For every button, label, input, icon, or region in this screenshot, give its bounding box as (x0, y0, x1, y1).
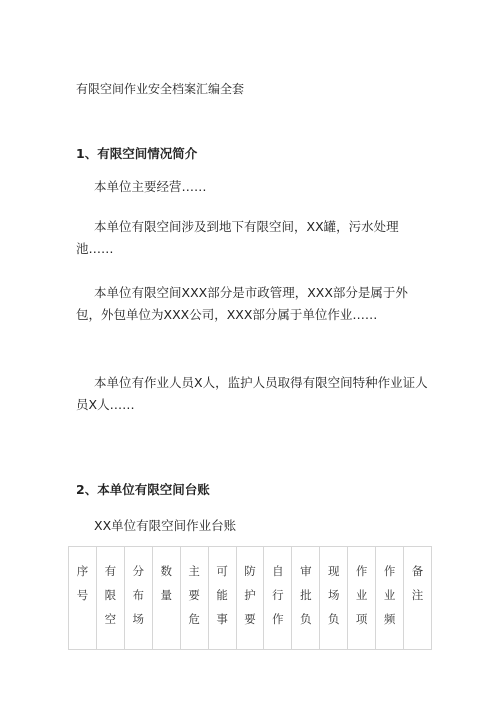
section-1-paragraph-1: 本单位主要经营…… (94, 179, 207, 194)
ledger-table-title: XX单位有限空间作业台账 (94, 518, 237, 533)
ledger-header-cell: 备 注 (404, 547, 432, 650)
ledger-header-cell: 作 业 频 (376, 547, 404, 650)
section-1-paragraph-4: 本单位有作业人员X人，监护人员取得有限空间特种作业证人员X人…… (76, 375, 428, 412)
document-title: 有限空间作业安全档案汇编全套 (76, 82, 245, 96)
ledger-header-cell: 作 业 项 (348, 547, 376, 650)
ledger-header-cell: 可 能 事 (208, 547, 236, 650)
section-1-heading: 1、有限空间情况简介 (76, 146, 198, 161)
ledger-header-cell: 有 限 空 (96, 547, 124, 650)
section-2-heading: 2、本单位有限空间台账 (76, 482, 210, 497)
ledger-header-cell: 序 号 (69, 547, 97, 650)
section-1-paragraph-2: 本单位有限空间涉及到地下有限空间，XX罐，污水处理池…… (76, 219, 399, 256)
ledger-table (68, 546, 432, 650)
ledger-header-cell: 分 布 场 (124, 547, 152, 650)
ledger-header-cell: 数 量 (152, 547, 180, 650)
ledger-header-row (69, 547, 432, 650)
ledger-header-cell: 现 场 负 (320, 547, 348, 650)
ledger-header-cell: 自 行 作 (264, 547, 292, 650)
section-1-paragraph-3: 本单位有限空间XXX部分是市政管理，XXX部分是属于外包，外包单位为XXX公司，XXX部分属于单位作业…… (76, 285, 408, 322)
ledger-header-cell: 主 要 危 (180, 547, 208, 650)
ledger-header-cell: 审 批 负 (292, 547, 320, 650)
ledger-header-cell: 防 护 要 (236, 547, 264, 650)
